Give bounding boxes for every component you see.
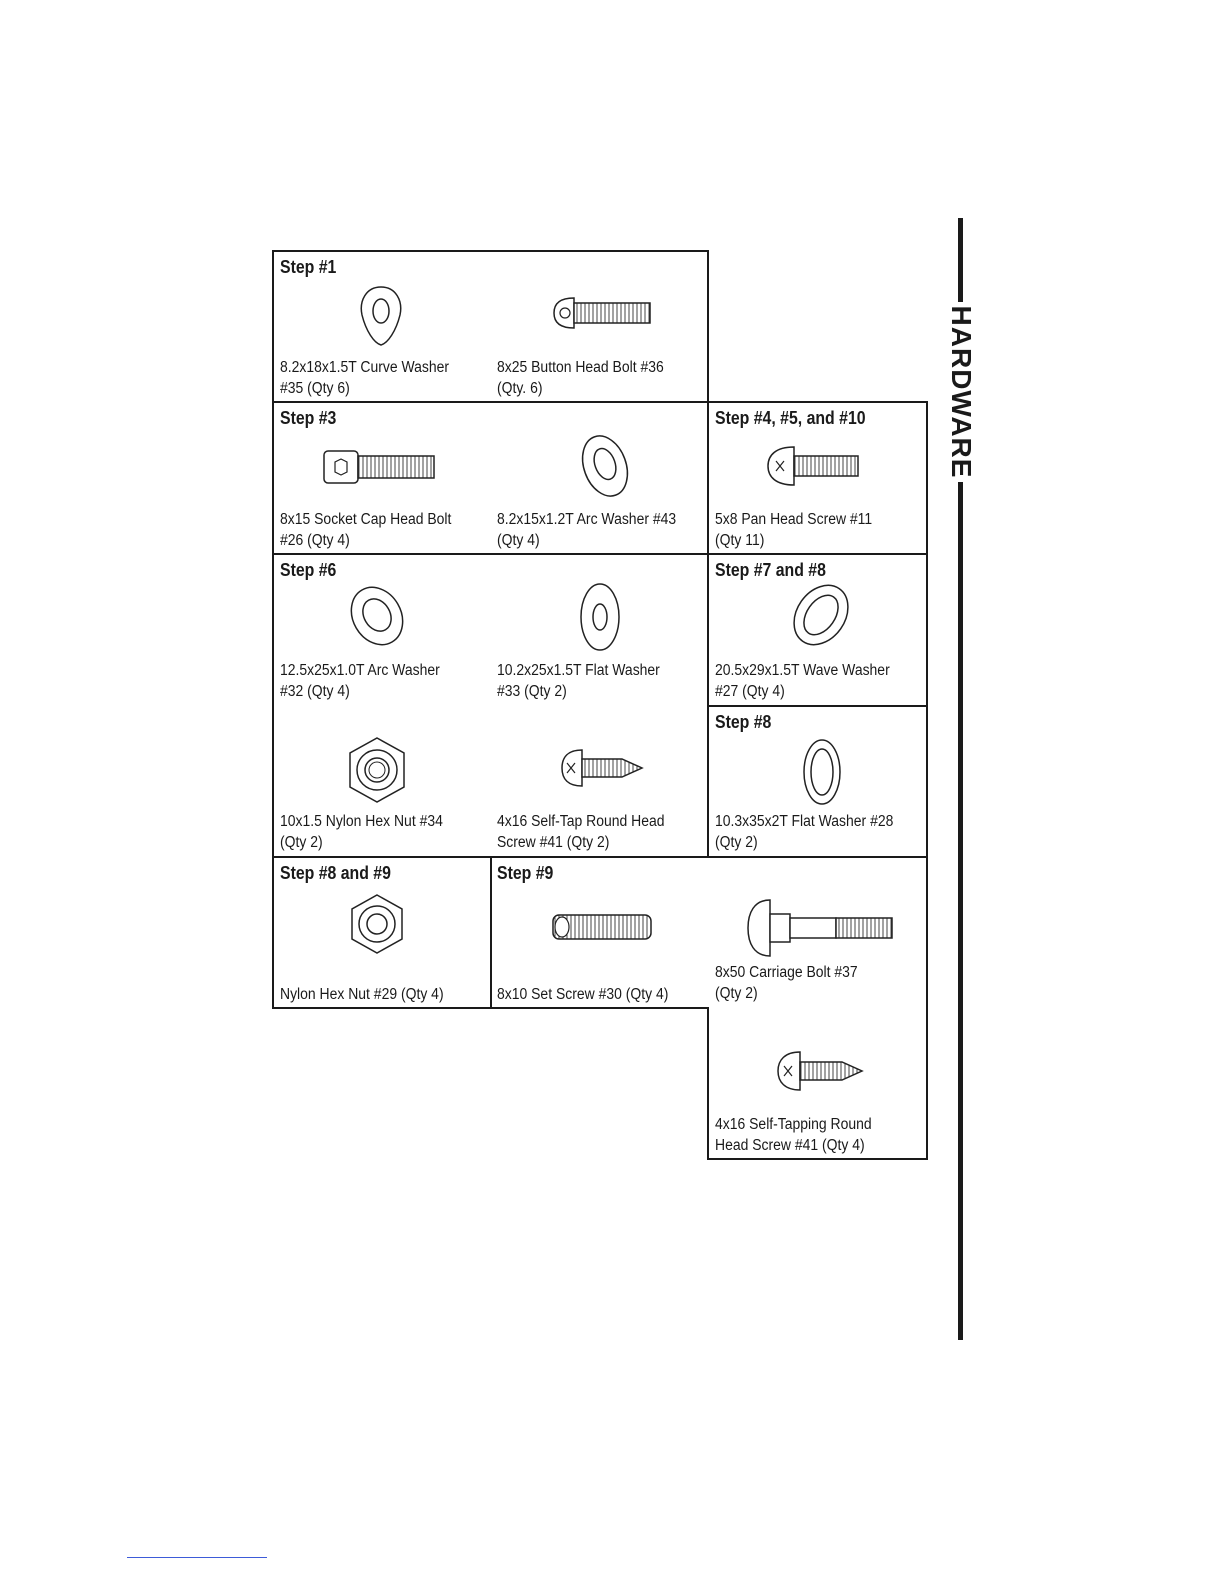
section-title: Step #1 <box>280 257 337 277</box>
sidebar-tab <box>946 302 976 482</box>
item-label: 12.5x25x1.0T Arc Washer #32 (Qty 4) <box>280 662 440 700</box>
item-label: 10x1.5 Nylon Hex Nut #34 (Qty 2) <box>280 813 443 851</box>
arc-washer-icon <box>348 583 406 649</box>
item-label: 8x50 Carriage Bolt #37 (Qty 2) <box>715 964 858 1002</box>
item-label: 20.5x29x1.5T Wave Washer #27 (Qty 4) <box>715 662 890 700</box>
set-screw-icon <box>550 910 654 944</box>
item-label: 10.3x35x2T Flat Washer #28 (Qty 2) <box>715 813 894 851</box>
item-label: 4x16 Self-Tap Round Head Screw #41 (Qty 2) <box>497 813 665 851</box>
section-title: Step #7 and #8 <box>715 560 826 580</box>
item-label: 8.2x15x1.2T Arc Washer #43 (Qty 4) <box>497 511 677 549</box>
page-bottom-rule <box>127 1557 267 1558</box>
section-title: Step #3 <box>280 408 337 428</box>
nylon-hex-nut-icon <box>346 892 408 956</box>
flat-washer-icon <box>800 737 844 807</box>
self-tap-screw-icon <box>560 747 646 789</box>
section-title: Step #4, #5, and #10 <box>715 408 866 428</box>
section-step-9-join <box>709 1005 926 1009</box>
item-label: 8x15 Socket Cap Head Bolt #26 (Qty 4) <box>280 511 452 549</box>
wave-washer-icon <box>790 580 852 650</box>
item-label: Nylon Hex Nut #29 (Qty 4) <box>280 986 444 1003</box>
pan-head-screw-icon <box>766 443 862 489</box>
arc-washer-icon <box>579 432 631 500</box>
sidebar-label: HARDWARE <box>946 305 977 479</box>
item-label: 4x16 Self-Tapping Round Head Screw #41 (Qty 4) <box>715 1116 872 1154</box>
nylon-hex-nut-icon <box>344 735 410 805</box>
sidebar-rule-top <box>958 218 963 302</box>
flat-washer-icon <box>577 581 623 653</box>
section-title: Step #6 <box>280 560 337 580</box>
button-head-bolt-icon <box>552 295 654 331</box>
section-title: Step #8 and #9 <box>280 863 391 883</box>
carriage-bolt-icon <box>746 897 896 959</box>
section-title: Step #9 <box>497 863 554 883</box>
item-label: 10.2x25x1.5T Flat Washer #33 (Qty 2) <box>497 662 660 700</box>
item-label: 8x10 Set Screw #30 (Qty 4) <box>497 986 669 1003</box>
curve-washer-icon <box>356 285 406 347</box>
item-label: 8x25 Button Head Bolt #36 (Qty. 6) <box>497 359 664 397</box>
item-label: 8.2x18x1.5T Curve Washer #35 (Qty 6) <box>280 359 450 397</box>
sidebar-rule-bottom <box>958 482 963 1340</box>
item-label: 5x8 Pan Head Screw #11 (Qty 11) <box>715 511 873 549</box>
section-title: Step #8 <box>715 712 772 732</box>
socket-cap-bolt-icon <box>322 447 438 487</box>
self-tap-screw-icon <box>776 1049 866 1093</box>
